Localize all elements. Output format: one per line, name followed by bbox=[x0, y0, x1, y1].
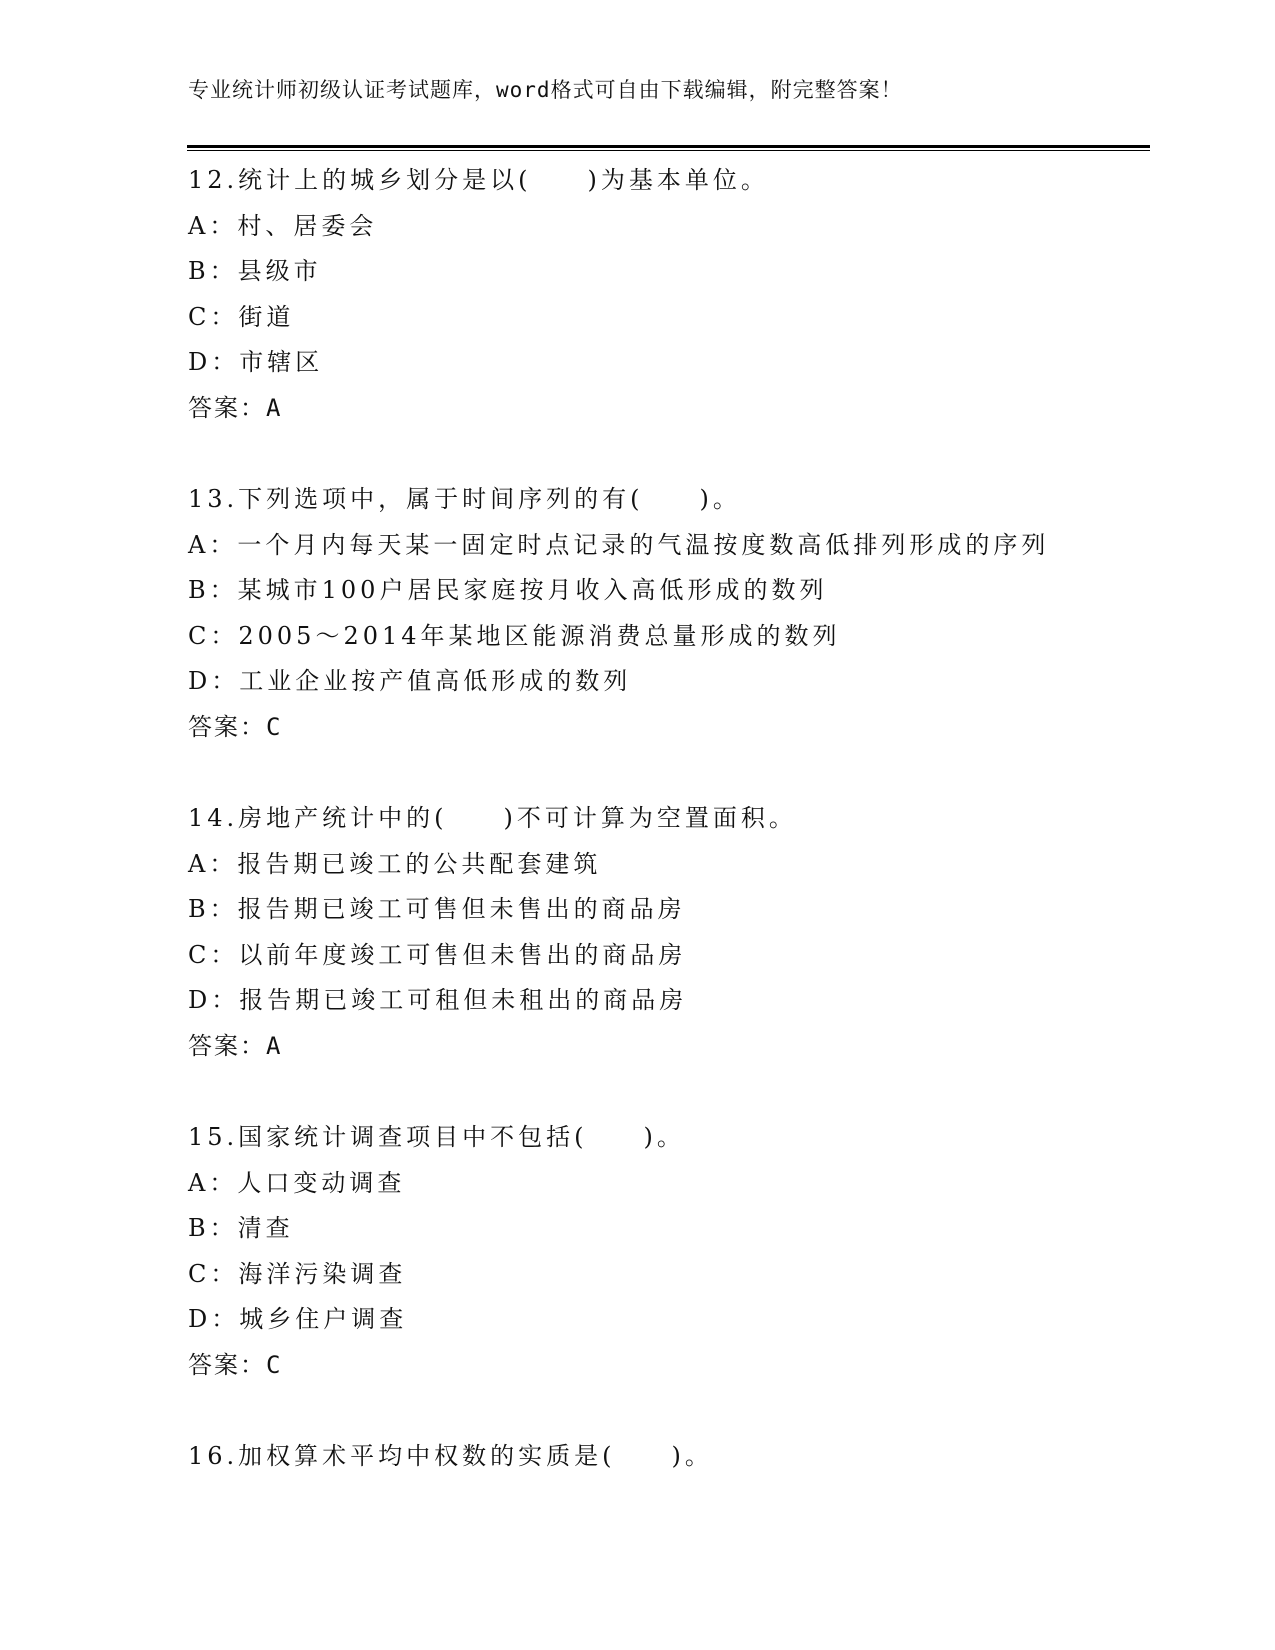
option-d: D：市辖区 bbox=[188, 348, 324, 376]
question-16 bbox=[188, 1434, 1148, 1480]
question-15 bbox=[188, 1115, 1148, 1388]
answer-line: 答案：C bbox=[188, 712, 283, 741]
question-12 bbox=[188, 158, 1148, 431]
option-c: C：2005～2014年某地区能源消费总量形成的数列 bbox=[188, 621, 841, 650]
header-rule-thin bbox=[187, 150, 1150, 151]
option-c: C：海洋污染调查 bbox=[188, 1259, 407, 1288]
option-c: C：以前年度竣工可售但未售出的商品房 bbox=[188, 940, 687, 969]
question-stem: 14.房地产统计中的( )不可计算为空置面积。 bbox=[188, 804, 797, 832]
option-c: C：街道 bbox=[188, 302, 295, 331]
option-d: D：报告期已竣工可租但未租出的商品房 bbox=[188, 986, 688, 1014]
question-stem: 12.统计上的城乡划分是以( )为基本单位。 bbox=[188, 166, 769, 194]
option-b: B：某城市100户居民家庭按月收入高低形成的数列 bbox=[188, 576, 828, 604]
header-rule-thick bbox=[187, 145, 1150, 148]
option-a: A：村、居委会 bbox=[188, 211, 378, 240]
option-a: A：报告期已竣工的公共配套建筑 bbox=[188, 849, 602, 878]
option-a: A：人口变动调查 bbox=[188, 1168, 406, 1197]
option-d: D：城乡住户调查 bbox=[188, 1305, 408, 1333]
question-stem: 13.下列选项中，属于时间序列的有( )。 bbox=[188, 485, 741, 513]
option-b: B：县级市 bbox=[188, 257, 322, 285]
answer-line: 答案：C bbox=[188, 1350, 283, 1379]
answer-line: 答案：A bbox=[188, 393, 283, 422]
option-b: B：清查 bbox=[188, 1214, 294, 1242]
answer-line: 答案：A bbox=[188, 1031, 283, 1060]
question-stem: 15.国家统计调查项目中不包括( )。 bbox=[188, 1123, 685, 1151]
option-a: A：一个月内每天某一固定时点记录的气温按度数高低排列形成的序列 bbox=[188, 530, 1050, 559]
option-d: D：工业企业按产值高低形成的数列 bbox=[188, 667, 632, 695]
option-b: B：报告期已竣工可售但未售出的商品房 bbox=[188, 895, 686, 923]
question-stem: 16.加权算术平均中权数的实质是( )。 bbox=[188, 1442, 713, 1470]
question-14 bbox=[188, 796, 1148, 1069]
question-13 bbox=[188, 477, 1148, 750]
question-list bbox=[188, 158, 1148, 1526]
page-header: 专业统计师初级认证考试题库，word格式可自由下载编辑，附完整答案！ bbox=[188, 78, 903, 102]
